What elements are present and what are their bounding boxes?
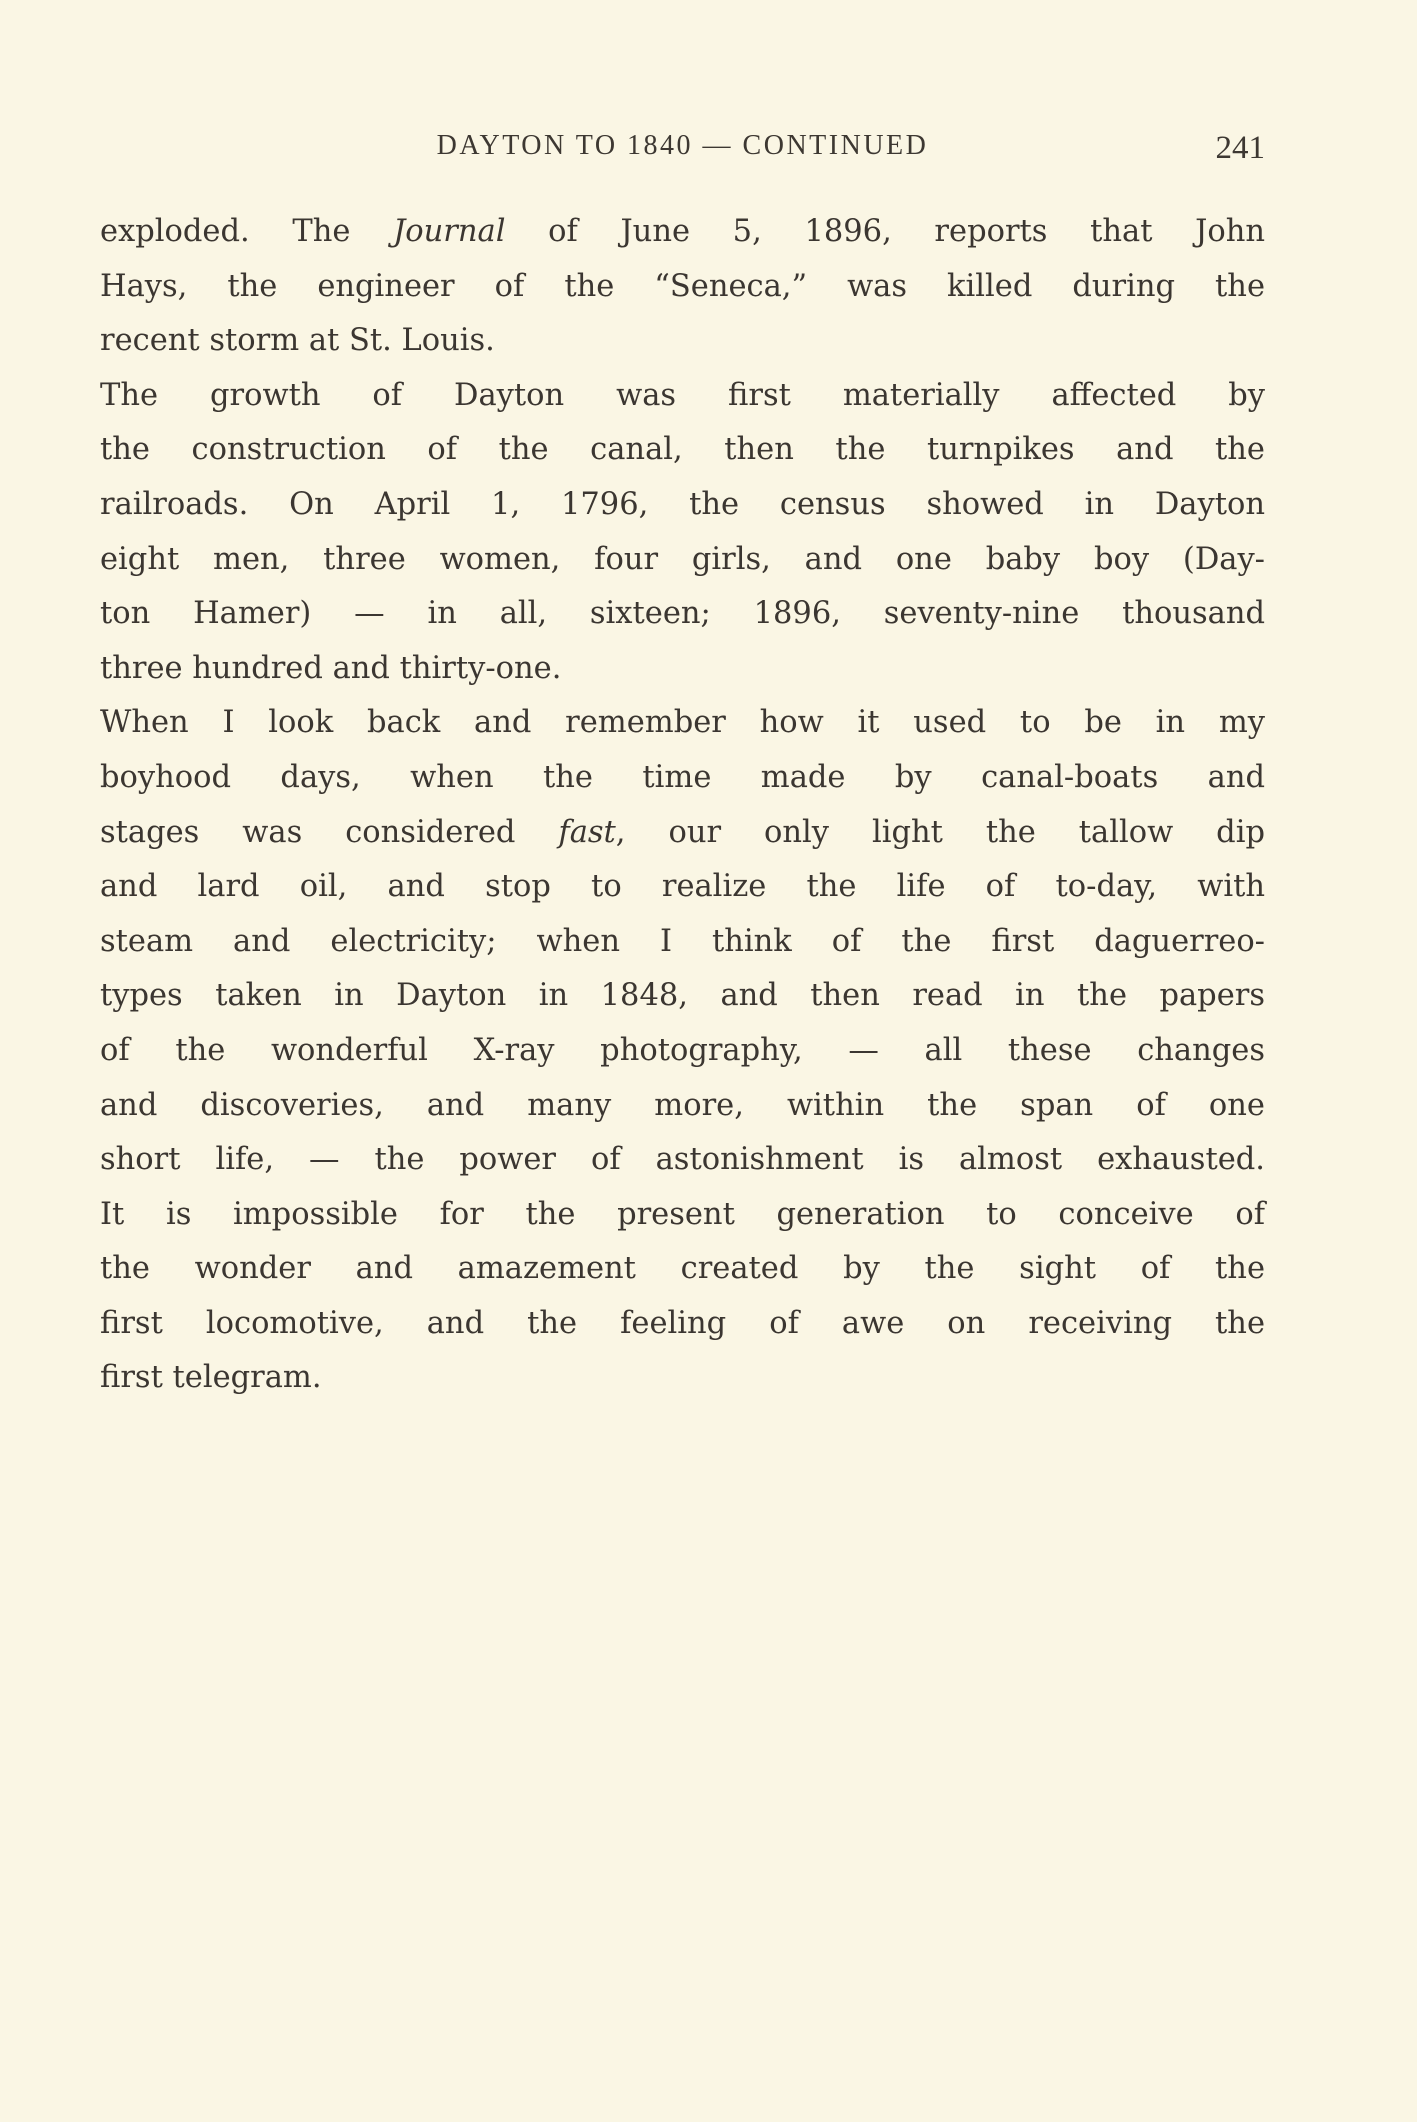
journal-title: Journal	[393, 214, 506, 249]
text-line: eight men, three women, four girls, and one baby boy (Day-	[100, 541, 1265, 577]
text-line: exploded. The Journal of June 5, 1896, reports that John	[100, 214, 1265, 249]
text-line: types taken in Dayton in 1848, and then read in the papers	[100, 978, 1265, 1014]
text-line: boyhood days, when the time made by canal-boats and	[100, 759, 1265, 795]
text-line: When I look back and remember how it used to be in my	[100, 705, 1265, 741]
page-number: 241	[1215, 130, 1265, 166]
text-line: Hays, the engineer of the “Seneca,” was killed during the	[100, 268, 1265, 304]
text-line: The growth of Dayton was first materially affected by	[100, 377, 1265, 413]
body-text	[100, 205, 1265, 1406]
text-line: steam and electricity; when I think of the first daguerreo-	[100, 923, 1265, 959]
text-line: recent storm at St. Louis.	[100, 323, 495, 359]
text-line: ton Hamer) — in all, sixteen; 1896, seventy-nine thousand	[100, 596, 1265, 632]
text-line: and discoveries, and many more, within the span of one	[100, 1087, 1265, 1123]
running-title: DAYTON TO 1840 — CONTINUED	[436, 130, 929, 161]
emphasis-fast: fast	[558, 814, 616, 850]
text-line: first telegram.	[100, 1360, 322, 1396]
text-line: of the wonderful X-ray photography, — all these changes	[100, 1032, 1265, 1068]
running-head	[100, 130, 1265, 178]
text-line: short life, — the power of astonishment is almost exhausted.	[100, 1142, 1265, 1178]
text-line: three hundred and thirty-one.	[100, 650, 562, 686]
text-line: first locomotive, and the feeling of awe on receiving the	[100, 1305, 1265, 1341]
text-line: stages was considered fast, our only light the tallow dip	[100, 814, 1265, 850]
text-line: the construction of the canal, then the turnpikes and the	[100, 432, 1265, 468]
text-line: It is impossible for the present generation to conceive of	[100, 1196, 1265, 1232]
text-line: the wonder and amazement created by the sight of the	[100, 1251, 1265, 1287]
text-line: and lard oil, and stop to realize the life of to-day, with	[100, 869, 1265, 905]
text-line: railroads. On April 1, 1796, the census showed in Dayton	[100, 486, 1265, 522]
